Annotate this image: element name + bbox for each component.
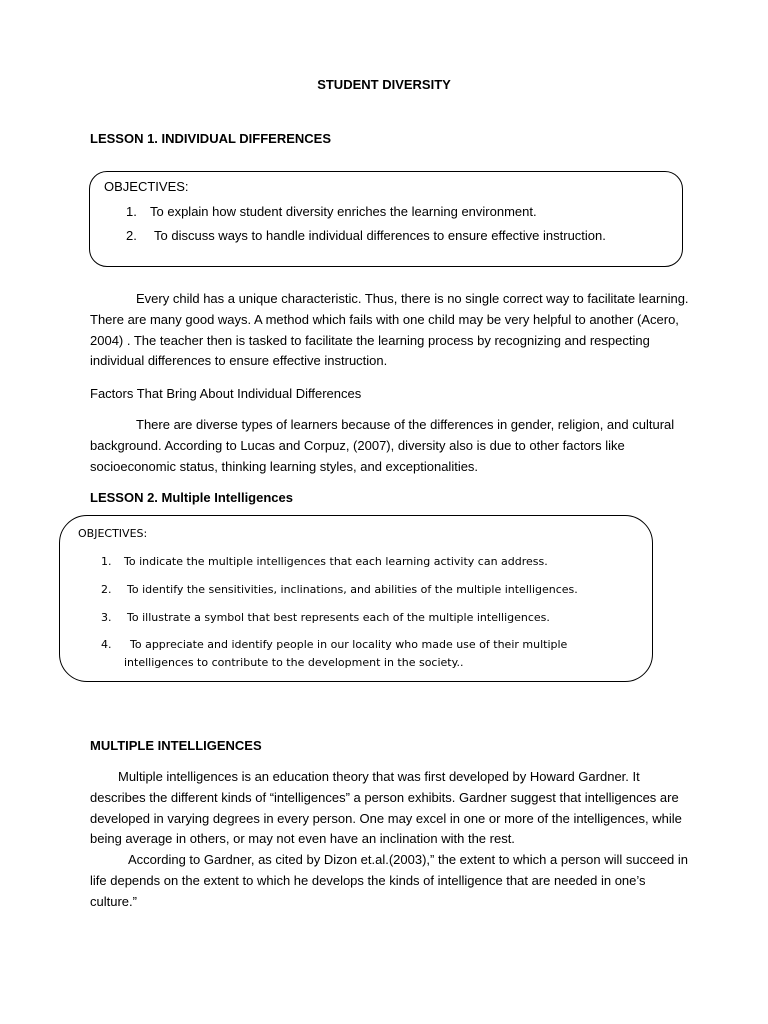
multiple-intelligences-body: [90, 767, 690, 913]
lesson1-paragraph-1: Every child has a unique characteristic. Thus, there is no single correct way to facilitate learning. There are many good ways. A method which fails with one child may be very helpful to another (Acero, 2004) . The teacher then is tasked to facilitate the learning process by recognizing and respecting individual differences to ensure effective instruction.: [90, 291, 689, 369]
page-title: STUDENT DIVERSITY: [317, 77, 451, 92]
multiple-intelligences-paragraph-1: Multiple intelligences is an education theory that was first developed by Howard Gardner. It describes the different kinds of “intelligences” a person exhibits. Gardner suggest that intelligences are developed in varying degrees in every person. One may excel in one or more of the intelligences, while being average in others, or may not even have an inclination with the rest.: [90, 769, 682, 847]
lesson1-objective-2: To discuss ways to handle individual differences to ensure effective instruction.: [154, 228, 606, 243]
multiple-intelligences-heading: MULTIPLE INTELLIGENCES: [90, 738, 262, 753]
lesson2-objective-4: To appreciate and identify people in our locality who made use of their multiple: [130, 638, 568, 651]
lesson1-heading: LESSON 1. INDIVIDUAL DIFFERENCES: [90, 131, 332, 146]
lesson2-objective-3: To illustrate a symbol that best represents each of the multiple intelligences.: [127, 611, 550, 624]
lesson2-objective-3-num: 3.: [101, 611, 112, 624]
lesson1-paragraph-2: There are diverse types of learners because of the differences in gender, religion, and cultural background. According to Lucas and Corpuz, (2007), diversity also is due to other factors like socioeconomic status, thinking learning styles, and exceptionalities.: [90, 417, 675, 474]
lesson1-objective-2-num: 2.: [126, 228, 137, 243]
lesson2-heading: LESSON 2. Multiple Intelligences: [90, 490, 293, 505]
multiple-intelligences-paragraph-2: According to Gardner, as cited by Dizon et.al.(2003),” the extent to which a person will succeed in life depends on the extent to which he develops the kinds of intelligence that are needed in one’s culture.”: [90, 852, 689, 909]
lesson2-objective-2: To identify the sensitivities, inclinations, and abilities of the multiple intelligences.: [127, 583, 578, 596]
lesson2-objectives-label: OBJECTIVES:: [78, 527, 148, 540]
lesson1-objectives-label: OBJECTIVES:: [104, 179, 189, 194]
lesson1-subheading: Factors That Bring About Individual Differences: [90, 386, 362, 401]
lesson1-objective-1-num: 1.: [126, 204, 137, 219]
lesson2-objective-4-num: 4.: [101, 638, 112, 651]
lesson2-objective-2-num: 2.: [101, 583, 112, 596]
lesson1-objective-1: To explain how student diversity enriches the learning environment.: [150, 204, 537, 219]
lesson2-objective-1: To indicate the multiple intelligences that each learning activity can address.: [124, 555, 548, 568]
lesson2-objective-4-continued: intelligences to contribute to the development in the society..: [124, 656, 464, 669]
lesson2-objective-1-num: 1.: [101, 555, 112, 568]
